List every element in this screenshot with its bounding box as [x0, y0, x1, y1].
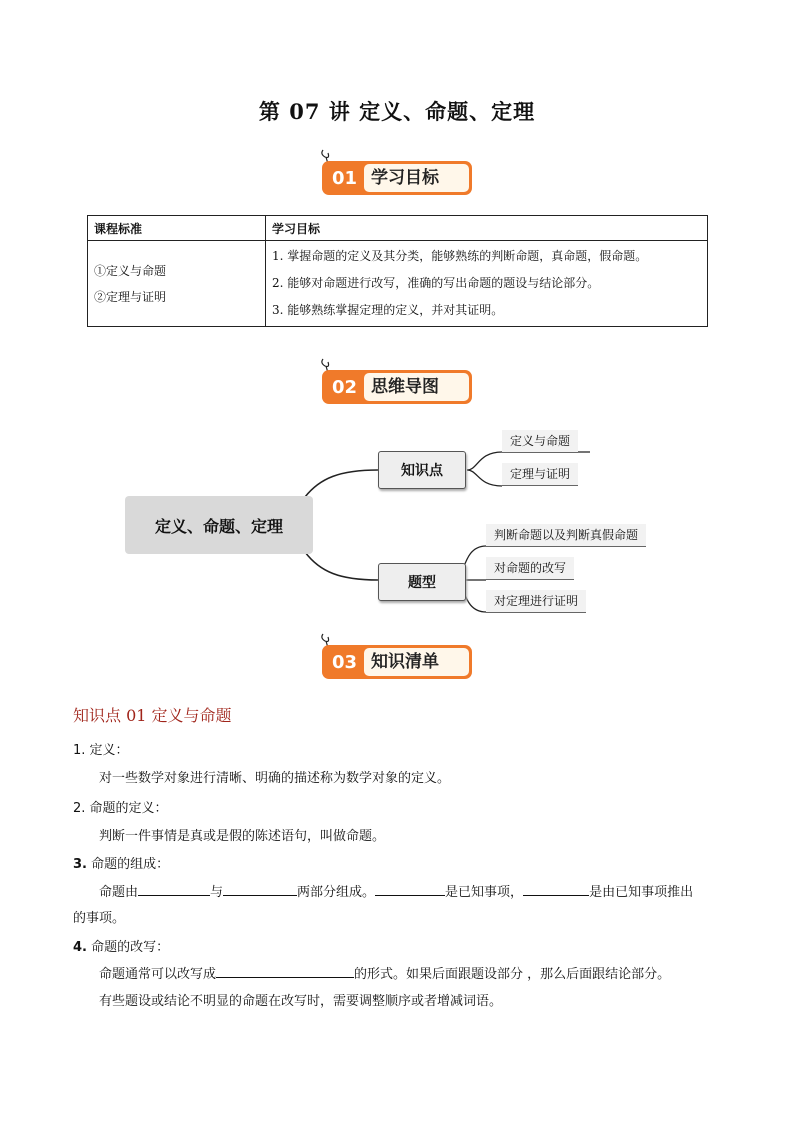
section-label: 思维导图: [371, 377, 439, 397]
page-title: 第 07 讲 定义、命题、定理: [258, 99, 536, 124]
fill-blank: [223, 881, 297, 896]
fill-blank: [138, 881, 210, 896]
section-number: 03: [332, 652, 358, 673]
table-header: 课程标准: [88, 216, 266, 241]
fill-blank: [523, 881, 589, 896]
table-row: [88, 241, 708, 327]
standards-cell: [88, 241, 266, 327]
mindmap-leaf: 判断命题以及判断真假命题: [486, 524, 646, 547]
table-header: 学习目标: [266, 216, 708, 241]
fill-blank: [216, 963, 354, 978]
section-banner-mindmap: [320, 357, 475, 401]
item-text-continuation: 的事项。: [73, 911, 126, 926]
mindmap-branch-knowledge: 知识点: [378, 451, 466, 489]
item-heading-text: 命题的组成：: [86, 857, 170, 872]
knowledge-point-title: 知识点 01 定义与命题: [73, 706, 232, 725]
fill-blank: [375, 881, 445, 896]
mindmap-leaf: 定理与证明: [502, 463, 578, 486]
item-text: 有些题设或结论不明显的命题在改写时，需要调整顺序或者增减词语。: [99, 994, 503, 1009]
standard-item: ①定义与命题: [94, 263, 167, 278]
text-fragment: 命题通常可以改写成: [99, 967, 217, 982]
goal-item: 1. 掌握命题的定义及其分类，能够熟练的判断命题，真命题，假命题。: [272, 249, 648, 263]
mindmap-connectors: [0, 400, 794, 640]
item-text-with-blanks: [99, 963, 729, 982]
item-heading-text: 命题的改写：: [86, 940, 170, 955]
goals-table: [87, 215, 708, 327]
item-heading: [73, 853, 169, 872]
item-number: 3.: [73, 857, 87, 872]
mindmap-branch-question-types: 题型: [378, 563, 466, 601]
text-fragment: 与: [210, 885, 224, 900]
text-fragment: 两部分组成。: [297, 885, 376, 900]
goal-item: 2. 能够对命题进行改写，准确的写出命题的题设与结论部分。: [272, 276, 600, 290]
item-text: 判断一件事情是真或是假的陈述语句，叫做命题。: [99, 829, 386, 844]
item-text: 对一些数学对象进行清晰、明确的描述称为数学对象的定义。: [99, 771, 451, 786]
item-heading: 2. 命题的定义：: [73, 801, 168, 816]
section-number: 01: [332, 168, 358, 189]
text-fragment: 是由已知事项推出: [589, 885, 694, 900]
goal-item: 3. 能够熟练掌握定理的定义，并对其证明。: [272, 303, 504, 317]
text-fragment: 的形式。如果后面跟题设部分 ，那么后面跟结论部分。: [354, 967, 671, 982]
section-banner-knowledge: [320, 632, 475, 676]
section-number: 02: [332, 377, 358, 398]
standard-item: ②定理与证明: [94, 289, 167, 304]
goals-cell: [266, 241, 708, 327]
section-label: 知识清单: [371, 652, 439, 672]
item-heading: [73, 936, 169, 955]
text-fragment: 是已知事项，: [445, 885, 524, 900]
item-number: 4.: [73, 940, 87, 955]
section-label: 学习目标: [371, 168, 439, 188]
section-banner-goals: [320, 148, 475, 192]
table-header-row: [88, 216, 708, 241]
item-heading: 1. 定义：: [73, 743, 129, 758]
mindmap-leaf: 对命题的改写: [486, 557, 574, 580]
item-text-with-blanks: [99, 881, 729, 900]
mindmap-root: 定义、命题、定理: [125, 496, 313, 554]
mindmap-leaf: 对定理进行证明: [486, 590, 586, 613]
text-fragment: 命题由: [99, 885, 139, 900]
mindmap-leaf: 定义与命题: [502, 430, 578, 453]
